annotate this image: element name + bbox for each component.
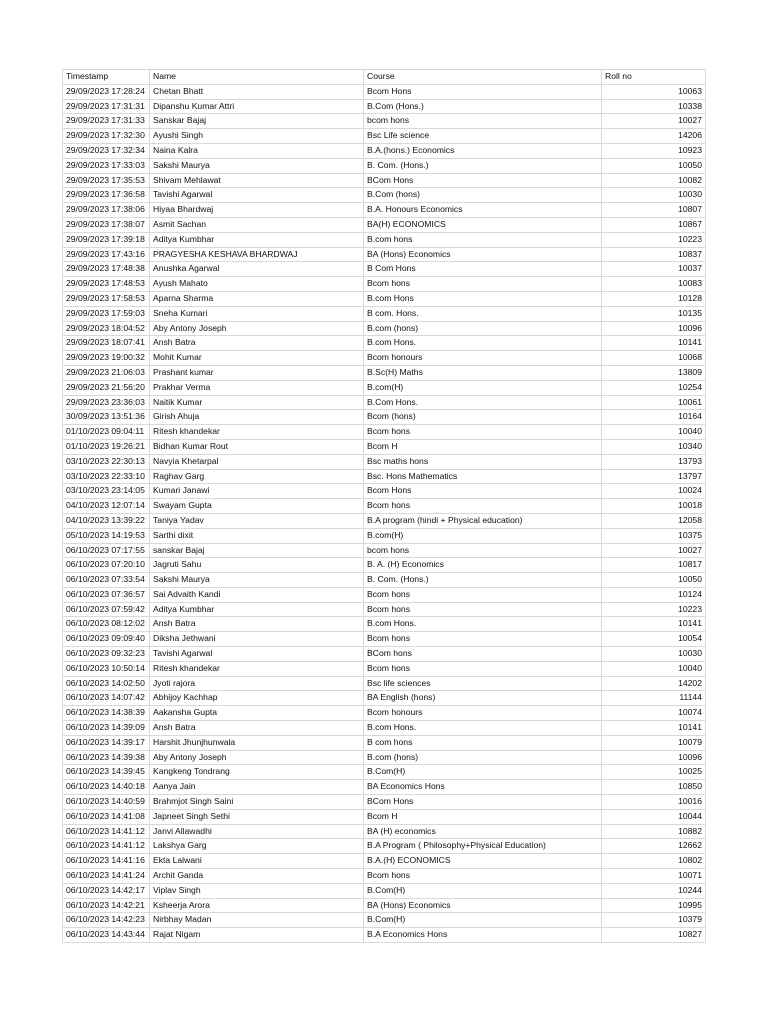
timestamp-cell: 06/10/2023 14:07:42 xyxy=(63,691,150,706)
table-row xyxy=(63,365,706,380)
course-cell: B.Com(H) xyxy=(364,913,602,928)
name-cell: Sarthi dixit xyxy=(150,528,364,543)
table-row xyxy=(63,869,706,884)
timestamp-cell: 06/10/2023 07:33:54 xyxy=(63,573,150,588)
timestamp-cell: 29/09/2023 17:33:03 xyxy=(63,158,150,173)
timestamp-cell: 29/09/2023 17:39:18 xyxy=(63,232,150,247)
name-cell: Jagruti Sahu xyxy=(150,558,364,573)
table-row xyxy=(63,928,706,943)
course-cell: B.Com (hons) xyxy=(364,188,602,203)
table-row xyxy=(63,824,706,839)
table-row xyxy=(63,558,706,573)
name-cell: Ritesh khandekar xyxy=(150,425,364,440)
course-cell: B.Sc(H) Maths xyxy=(364,365,602,380)
table-row xyxy=(63,291,706,306)
roll-no-cell: 10044 xyxy=(602,809,706,824)
roll-no-cell: 13797 xyxy=(602,469,706,484)
name-cell: Lakshya Garg xyxy=(150,839,364,854)
course-cell: Bcom hons xyxy=(364,277,602,292)
roll-no-cell: 10995 xyxy=(602,898,706,913)
course-cell: Bcom (hons) xyxy=(364,410,602,425)
roll-no-cell: 10096 xyxy=(602,750,706,765)
roll-no-cell: 10050 xyxy=(602,158,706,173)
name-cell: Aby Antony Joseph xyxy=(150,750,364,765)
timestamp-cell: 29/09/2023 17:36:58 xyxy=(63,188,150,203)
name-cell: Aby Antony Joseph xyxy=(150,321,364,336)
name-cell: Tavishi Agarwal xyxy=(150,188,364,203)
name-cell: Ritesh khandekar xyxy=(150,661,364,676)
table-row xyxy=(63,469,706,484)
table-row xyxy=(63,898,706,913)
roll-no-cell: 10071 xyxy=(602,869,706,884)
name-cell: Dipanshu Kumar Attri xyxy=(150,99,364,114)
course-cell: B.Com Hons. xyxy=(364,395,602,410)
table-row xyxy=(63,188,706,203)
timestamp-cell: 29/09/2023 17:59:03 xyxy=(63,306,150,321)
roll-no-cell: 10024 xyxy=(602,484,706,499)
name-cell: Kumari Janawi xyxy=(150,484,364,499)
name-cell: Ansh Batra xyxy=(150,336,364,351)
roll-no-cell: 10850 xyxy=(602,780,706,795)
name-cell: Prashant kumar xyxy=(150,365,364,380)
name-cell: Navyia Khetarpal xyxy=(150,454,364,469)
course-cell: Bcom H xyxy=(364,439,602,454)
table-row xyxy=(63,129,706,144)
roll-no-cell: 13793 xyxy=(602,454,706,469)
course-cell: B.com Hons. xyxy=(364,336,602,351)
timestamp-cell: 06/10/2023 14:42:17 xyxy=(63,883,150,898)
timestamp-cell: 29/09/2023 18:07:41 xyxy=(63,336,150,351)
name-cell: Tavishi Agarwal xyxy=(150,647,364,662)
timestamp-cell: 06/10/2023 14:43:44 xyxy=(63,928,150,943)
name-cell: Ekta Lalwani xyxy=(150,854,364,869)
name-cell: Naitik Kumar xyxy=(150,395,364,410)
table-row xyxy=(63,765,706,780)
timestamp-cell: 06/10/2023 08:12:02 xyxy=(63,617,150,632)
timestamp-cell: 06/10/2023 14:38:39 xyxy=(63,706,150,721)
name-cell: Ansh Batra xyxy=(150,617,364,632)
course-cell: Bcom hons xyxy=(364,869,602,884)
course-cell: B.A Economics Hons xyxy=(364,928,602,943)
course-cell: bcom hons xyxy=(364,543,602,558)
name-cell: Hiyaa Bhardwaj xyxy=(150,203,364,218)
roll-no-cell: 10164 xyxy=(602,410,706,425)
roll-no-cell: 10141 xyxy=(602,336,706,351)
roll-no-cell: 10141 xyxy=(602,617,706,632)
timestamp-cell: 03/10/2023 22:30:13 xyxy=(63,454,150,469)
timestamp-cell: 29/09/2023 17:35:53 xyxy=(63,173,150,188)
name-cell: Chetan Bhatt xyxy=(150,84,364,99)
timestamp-cell: 29/09/2023 17:48:53 xyxy=(63,277,150,292)
table-row xyxy=(63,721,706,736)
roll-no-cell: 10223 xyxy=(602,232,706,247)
course-cell: B. Com. (Hons.) xyxy=(364,573,602,588)
table-row xyxy=(63,114,706,129)
table-row xyxy=(63,321,706,336)
timestamp-cell: 29/09/2023 17:58:53 xyxy=(63,291,150,306)
table-row xyxy=(63,691,706,706)
table-row xyxy=(63,883,706,898)
roll-no-cell: 10827 xyxy=(602,928,706,943)
name-cell: Janvi Allawadhi xyxy=(150,824,364,839)
roll-no-cell: 10027 xyxy=(602,114,706,129)
timestamp-cell: 06/10/2023 07:17:55 xyxy=(63,543,150,558)
roll-no-cell: 10128 xyxy=(602,291,706,306)
timestamp-cell: 03/10/2023 23:14:05 xyxy=(63,484,150,499)
name-cell: Jyoti rajora xyxy=(150,676,364,691)
name-cell: Brahmjot Singh Saini xyxy=(150,795,364,810)
name-cell: Aakansha Gupta xyxy=(150,706,364,721)
course-cell: B.A program (hindi + Physical education) xyxy=(364,513,602,528)
timestamp-cell: 06/10/2023 14:41:16 xyxy=(63,854,150,869)
course-cell: B.com Hons xyxy=(364,291,602,306)
table-row xyxy=(63,410,706,425)
roll-no-cell: 10079 xyxy=(602,735,706,750)
table-row xyxy=(63,217,706,232)
timestamp-cell: 29/09/2023 21:56:20 xyxy=(63,380,150,395)
course-cell: Bcom honours xyxy=(364,706,602,721)
course-cell: Bcom hons xyxy=(364,632,602,647)
course-cell: bcom hons xyxy=(364,114,602,129)
course-cell: B.com (hons) xyxy=(364,750,602,765)
name-cell: Aditya Kumbhar xyxy=(150,232,364,247)
course-cell: Bcom hons xyxy=(364,425,602,440)
table-row xyxy=(63,84,706,99)
timestamp-cell: 29/09/2023 17:48:38 xyxy=(63,262,150,277)
timestamp-cell: 06/10/2023 14:40:59 xyxy=(63,795,150,810)
roll-no-cell: 10867 xyxy=(602,217,706,232)
course-cell: B com hons xyxy=(364,735,602,750)
table-row xyxy=(63,158,706,173)
table-row xyxy=(63,795,706,810)
roll-no-cell: 12662 xyxy=(602,839,706,854)
header-row xyxy=(63,70,706,85)
course-cell: BA(H) ECONOMICS xyxy=(364,217,602,232)
roll-no-cell: 14202 xyxy=(602,676,706,691)
table-row xyxy=(63,676,706,691)
name-cell: Sai Advaith Kandi xyxy=(150,587,364,602)
course-cell: Bcom Hons xyxy=(364,484,602,499)
table-row xyxy=(63,735,706,750)
course-cell: Bcom H xyxy=(364,809,602,824)
roll-no-cell: 10040 xyxy=(602,661,706,676)
roll-no-cell: 10016 xyxy=(602,795,706,810)
course-cell: BA (Hons) Economics xyxy=(364,247,602,262)
roll-no-cell: 10923 xyxy=(602,143,706,158)
roll-no-cell: 10068 xyxy=(602,351,706,366)
roll-no-cell: 10083 xyxy=(602,277,706,292)
name-cell: Shivam Mehlawat xyxy=(150,173,364,188)
roll-no-cell: 10030 xyxy=(602,188,706,203)
name-cell: Anushka Agarwal xyxy=(150,262,364,277)
table-row xyxy=(63,439,706,454)
timestamp-cell: 29/09/2023 17:28:24 xyxy=(63,84,150,99)
name-cell: Naina Kalra xyxy=(150,143,364,158)
timestamp-cell: 06/10/2023 14:39:45 xyxy=(63,765,150,780)
name-header: Name xyxy=(150,70,364,85)
timestamp-cell: 29/09/2023 21:06:03 xyxy=(63,365,150,380)
timestamp-cell: 06/10/2023 14:41:08 xyxy=(63,809,150,824)
roll-no-cell: 10223 xyxy=(602,602,706,617)
table-row xyxy=(63,854,706,869)
course-cell: B.A.(H) ECONOMICS xyxy=(364,854,602,869)
table-row xyxy=(63,306,706,321)
timestamp-cell: 01/10/2023 19:26:21 xyxy=(63,439,150,454)
table-row xyxy=(63,454,706,469)
timestamp-cell: 29/09/2023 17:31:31 xyxy=(63,99,150,114)
course-cell: B.Com(H) xyxy=(364,765,602,780)
course-cell: B.Com(H) xyxy=(364,883,602,898)
timestamp-cell: 06/10/2023 14:02:50 xyxy=(63,676,150,691)
course-cell: Bcom hons xyxy=(364,661,602,676)
name-cell: Asmit Sachan xyxy=(150,217,364,232)
table-row xyxy=(63,380,706,395)
course-cell: BA English (hons) xyxy=(364,691,602,706)
name-cell: PRAGYESHA KESHAVA BHARDWAJ xyxy=(150,247,364,262)
name-cell: Aparna Sharma xyxy=(150,291,364,306)
course-cell: BA Economics Hons xyxy=(364,780,602,795)
roll-no-cell: 10037 xyxy=(602,262,706,277)
table-row xyxy=(63,750,706,765)
roll-no-cell: 10254 xyxy=(602,380,706,395)
name-cell: Aditya Kumbhar xyxy=(150,602,364,617)
roll-no-cell: 12058 xyxy=(602,513,706,528)
timestamp-header: Timestamp xyxy=(63,70,150,85)
roll-no-cell: 10018 xyxy=(602,499,706,514)
timestamp-cell: 06/10/2023 09:32:23 xyxy=(63,647,150,662)
table-row xyxy=(63,203,706,218)
table-row xyxy=(63,336,706,351)
timestamp-cell: 06/10/2023 14:41:12 xyxy=(63,824,150,839)
course-cell: Bsc Life science xyxy=(364,129,602,144)
name-cell: Raghav Garg xyxy=(150,469,364,484)
table-row xyxy=(63,839,706,854)
course-cell: B.Com (Hons.) xyxy=(364,99,602,114)
table-row xyxy=(63,587,706,602)
name-cell: Diksha Jethwani xyxy=(150,632,364,647)
timestamp-cell: 29/09/2023 23:36:03 xyxy=(63,395,150,410)
name-cell: Nirbhay Madan xyxy=(150,913,364,928)
timestamp-cell: 06/10/2023 14:41:24 xyxy=(63,869,150,884)
table-row xyxy=(63,277,706,292)
roll-no-cell: 13809 xyxy=(602,365,706,380)
timestamp-cell: 03/10/2023 22:33:10 xyxy=(63,469,150,484)
table-row xyxy=(63,661,706,676)
timestamp-cell: 06/10/2023 14:41:12 xyxy=(63,839,150,854)
table-row xyxy=(63,809,706,824)
table-row xyxy=(63,499,706,514)
course-cell: Bcom Hons xyxy=(364,84,602,99)
timestamp-cell: 06/10/2023 14:40:18 xyxy=(63,780,150,795)
name-cell: Prakhar Verma xyxy=(150,380,364,395)
name-cell: Rajat Nigam xyxy=(150,928,364,943)
table-row xyxy=(63,262,706,277)
timestamp-cell: 04/10/2023 12:07:14 xyxy=(63,499,150,514)
course-cell: Bsc maths hons xyxy=(364,454,602,469)
roll-no-cell: 10807 xyxy=(602,203,706,218)
timestamp-cell: 29/09/2023 17:32:30 xyxy=(63,129,150,144)
responses-table xyxy=(62,69,706,943)
table-row xyxy=(63,351,706,366)
course-cell: B.com hons xyxy=(364,232,602,247)
name-cell: Girish Ahuja xyxy=(150,410,364,425)
course-cell: B.com(H) xyxy=(364,380,602,395)
timestamp-cell: 06/10/2023 14:42:21 xyxy=(63,898,150,913)
name-cell: Mohit Kumar xyxy=(150,351,364,366)
timestamp-cell: 05/10/2023 14:19:53 xyxy=(63,528,150,543)
timestamp-cell: 30/09/2023 13:51:36 xyxy=(63,410,150,425)
roll-no-cell: 10124 xyxy=(602,587,706,602)
table-row xyxy=(63,543,706,558)
course-cell: B.A.(hons.) Economics xyxy=(364,143,602,158)
roll-no-cell: 10082 xyxy=(602,173,706,188)
course-cell: B.com Hons. xyxy=(364,721,602,736)
table-row xyxy=(63,573,706,588)
name-cell: Kangkeng Tondrang xyxy=(150,765,364,780)
timestamp-cell: 29/09/2023 18:04:52 xyxy=(63,321,150,336)
table-row xyxy=(63,617,706,632)
timestamp-cell: 29/09/2023 17:38:07 xyxy=(63,217,150,232)
roll-no-cell: 10027 xyxy=(602,543,706,558)
course-cell: Bcom honours xyxy=(364,351,602,366)
name-cell: Ayushi Singh xyxy=(150,129,364,144)
table-row xyxy=(63,632,706,647)
timestamp-cell: 06/10/2023 07:20:10 xyxy=(63,558,150,573)
roll-no-cell: 10030 xyxy=(602,647,706,662)
roll-no-header: Roll no xyxy=(602,70,706,85)
course-cell: B.com(H) xyxy=(364,528,602,543)
roll-no-cell: 10141 xyxy=(602,721,706,736)
table-row xyxy=(63,143,706,158)
name-cell: Aanya Jain xyxy=(150,780,364,795)
name-cell: Archit Ganda xyxy=(150,869,364,884)
name-cell: Sneha Kumari xyxy=(150,306,364,321)
table-row xyxy=(63,647,706,662)
roll-no-cell: 14206 xyxy=(602,129,706,144)
name-cell: Taniya Yadav xyxy=(150,513,364,528)
name-cell: Bidhan Kumar Rout xyxy=(150,439,364,454)
timestamp-cell: 06/10/2023 07:36:57 xyxy=(63,587,150,602)
timestamp-cell: 29/09/2023 17:43:16 xyxy=(63,247,150,262)
table-row xyxy=(63,247,706,262)
course-cell: B.A Program ( Philosophy+Physical Education) xyxy=(364,839,602,854)
name-cell: Viplav Singh xyxy=(150,883,364,898)
table-row xyxy=(63,425,706,440)
roll-no-cell: 10244 xyxy=(602,883,706,898)
course-cell: Bcom hons xyxy=(364,587,602,602)
name-cell: Sanskar Bajaj xyxy=(150,114,364,129)
roll-no-cell: 10379 xyxy=(602,913,706,928)
roll-no-cell: 10025 xyxy=(602,765,706,780)
course-cell: BCom Hons xyxy=(364,795,602,810)
course-cell: B.A. Honours Economics xyxy=(364,203,602,218)
course-header: Course xyxy=(364,70,602,85)
roll-no-cell: 10054 xyxy=(602,632,706,647)
timestamp-cell: 29/09/2023 17:31:33 xyxy=(63,114,150,129)
roll-no-cell: 10882 xyxy=(602,824,706,839)
timestamp-cell: 06/10/2023 14:42:23 xyxy=(63,913,150,928)
roll-no-cell: 10096 xyxy=(602,321,706,336)
timestamp-cell: 04/10/2023 13:39:22 xyxy=(63,513,150,528)
name-cell: Harshit Jhunjhunwala xyxy=(150,735,364,750)
timestamp-cell: 06/10/2023 14:39:38 xyxy=(63,750,150,765)
name-cell: Ansh Batra xyxy=(150,721,364,736)
course-cell: BCom hons xyxy=(364,647,602,662)
course-cell: B.com Hons. xyxy=(364,617,602,632)
roll-no-cell: 10375 xyxy=(602,528,706,543)
roll-no-cell: 10135 xyxy=(602,306,706,321)
table-row xyxy=(63,706,706,721)
roll-no-cell: 10061 xyxy=(602,395,706,410)
timestamp-cell: 06/10/2023 09:09:40 xyxy=(63,632,150,647)
table-row xyxy=(63,528,706,543)
timestamp-cell: 06/10/2023 14:39:09 xyxy=(63,721,150,736)
roll-no-cell: 10338 xyxy=(602,99,706,114)
table-row xyxy=(63,99,706,114)
timestamp-cell: 06/10/2023 07:59:42 xyxy=(63,602,150,617)
table-row xyxy=(63,913,706,928)
roll-no-cell: 10802 xyxy=(602,854,706,869)
table-row xyxy=(63,173,706,188)
course-cell: B. Com. (Hons.) xyxy=(364,158,602,173)
course-cell: Bcom hons xyxy=(364,499,602,514)
roll-no-cell: 10074 xyxy=(602,706,706,721)
timestamp-cell: 01/10/2023 09:04:11 xyxy=(63,425,150,440)
roll-no-cell: 10837 xyxy=(602,247,706,262)
table-row xyxy=(63,780,706,795)
table-row xyxy=(63,484,706,499)
course-cell: BA (Hons) Economics xyxy=(364,898,602,913)
course-cell: B. A. (H) Economics xyxy=(364,558,602,573)
name-cell: Swayam Gupta xyxy=(150,499,364,514)
course-cell: BCom Hons xyxy=(364,173,602,188)
roll-no-cell: 10050 xyxy=(602,573,706,588)
roll-no-cell: 10817 xyxy=(602,558,706,573)
timestamp-cell: 06/10/2023 10:50:14 xyxy=(63,661,150,676)
roll-no-cell: 10063 xyxy=(602,84,706,99)
timestamp-cell: 29/09/2023 17:32:34 xyxy=(63,143,150,158)
table-row xyxy=(63,232,706,247)
name-cell: Sakshi Maurya xyxy=(150,158,364,173)
name-cell: Abhijoy Kachhap xyxy=(150,691,364,706)
course-cell: B.com (hons) xyxy=(364,321,602,336)
roll-no-cell: 11144 xyxy=(602,691,706,706)
table-row xyxy=(63,513,706,528)
course-cell: B Com Hons xyxy=(364,262,602,277)
timestamp-cell: 29/09/2023 19:00:32 xyxy=(63,351,150,366)
course-cell: Bsc. Hons Mathematics xyxy=(364,469,602,484)
name-cell: sanskar Bajaj xyxy=(150,543,364,558)
name-cell: Ayush Mahato xyxy=(150,277,364,292)
roll-no-cell: 10040 xyxy=(602,425,706,440)
course-cell: Bsc life sciences xyxy=(364,676,602,691)
table-row xyxy=(63,395,706,410)
timestamp-cell: 29/09/2023 17:38:06 xyxy=(63,203,150,218)
name-cell: Sakshi Maurya xyxy=(150,573,364,588)
timestamp-cell: 06/10/2023 14:39:17 xyxy=(63,735,150,750)
course-cell: BA (H) economics xyxy=(364,824,602,839)
table-row xyxy=(63,602,706,617)
course-cell: B com. Hons. xyxy=(364,306,602,321)
course-cell: Bcom hons xyxy=(364,602,602,617)
name-cell: Japneet Singh Sethi xyxy=(150,809,364,824)
roll-no-cell: 10340 xyxy=(602,439,706,454)
name-cell: Ksheerja Arora xyxy=(150,898,364,913)
